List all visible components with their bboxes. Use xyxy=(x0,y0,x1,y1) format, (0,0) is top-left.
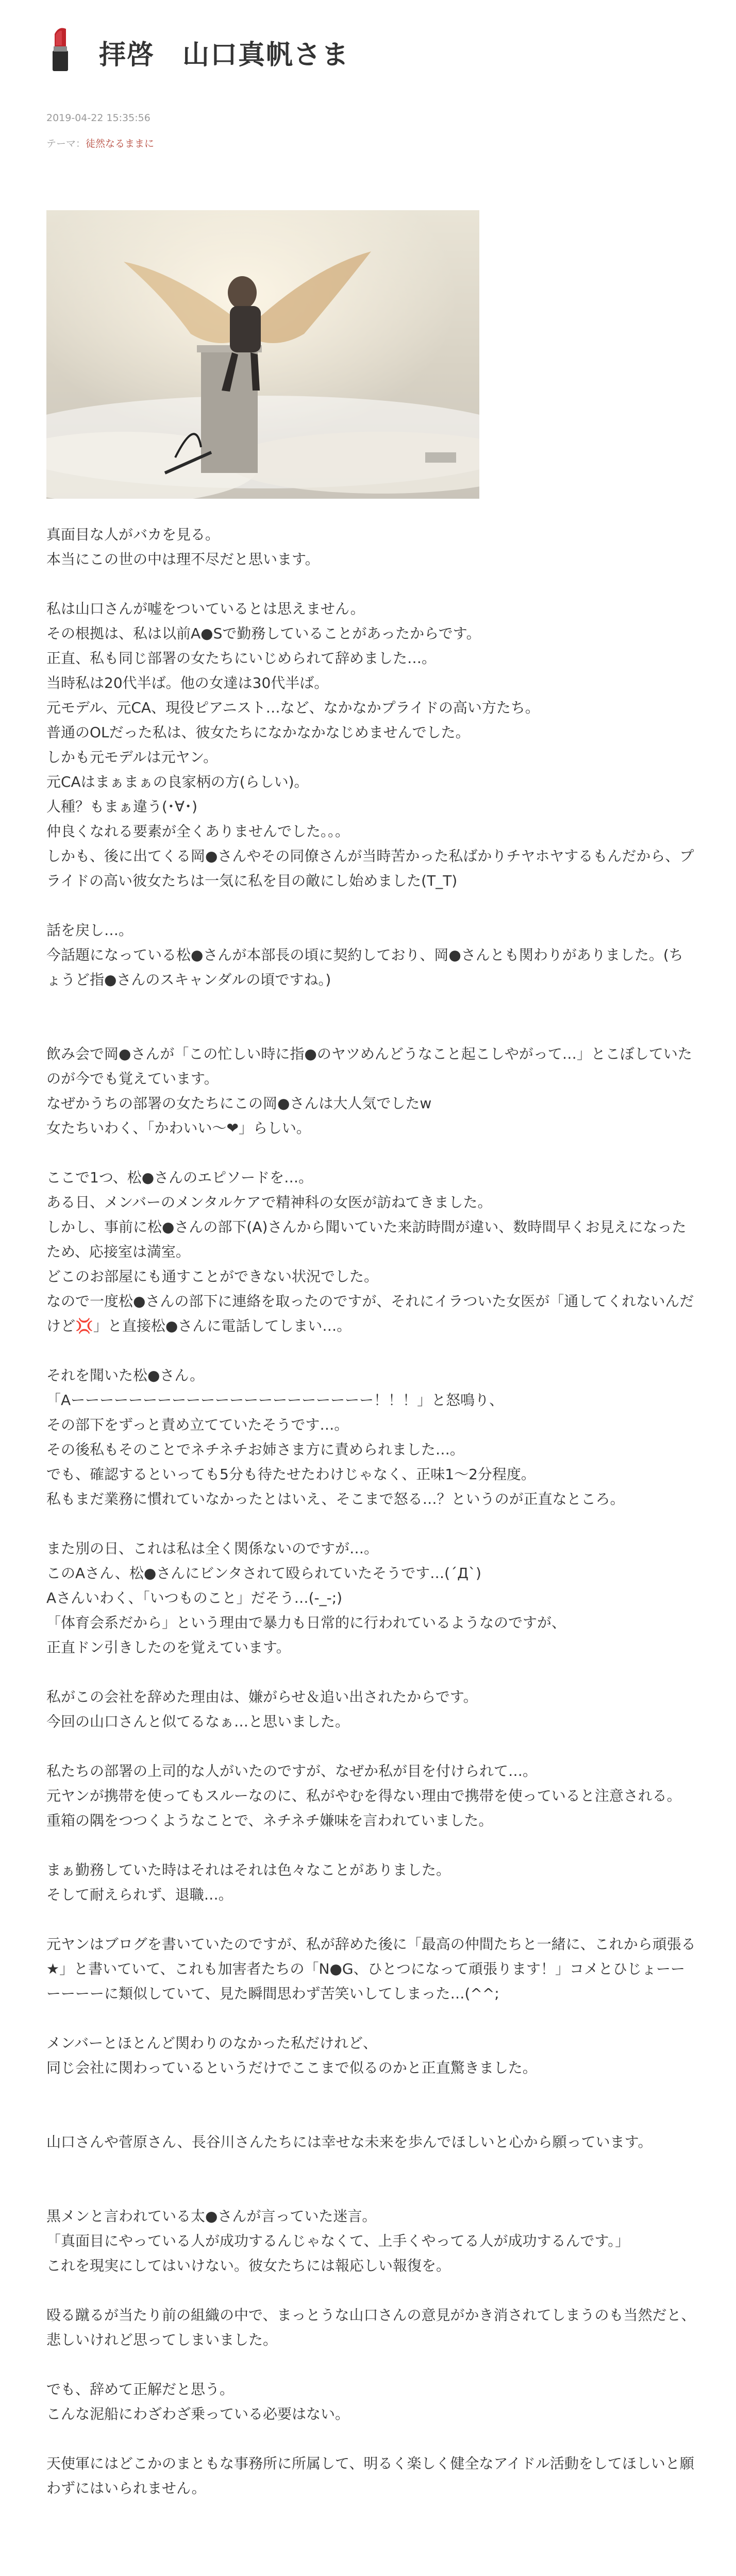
body-line: 山口さんや菅原さん、長谷川さんたちには幸せな未来を歩んでほしいと心から願っています。 xyxy=(46,2133,653,2150)
body-line: その部下をずっと責め立てていたそうです…。 xyxy=(46,1416,349,1433)
body-line: しかも元モデルは元ヤン。 xyxy=(46,749,218,766)
body-line: どこのお部屋にも通すことができない状況でした。 xyxy=(46,1268,379,1285)
body-line: 私がこの会社を辞めた理由は、嫌がらせ＆追い出されたからです。 xyxy=(46,1688,478,1705)
body-line: 元ヤンが携帯を使ってもスルーなのに、私がやむを得ない理由で携帯を使っていると注意される。 xyxy=(46,1787,681,1804)
body-line: 「真面目にやっている人が成功するんじゃなくて、上手くやってる人が成功するんです。」 xyxy=(46,2232,630,2249)
body-line: 殴る蹴るが当たり前の組織の中で、まっとうな山口さんの意見がかき消されてしまうのも当然だと、悲しいけれど思ってしまいました。 xyxy=(46,2307,696,2348)
paragraph xyxy=(46,1858,696,1907)
body-line: 天使軍にはどこかのまともな事務所に所属して、明るく楽しく健全なアイドル活動をしてほしいと願わずにはいられません。 xyxy=(46,2455,694,2497)
theme-link[interactable]: 徒然なるままに xyxy=(86,138,155,149)
body-line: 今回の山口さんと似てるなぁ…と思いました。 xyxy=(46,1713,350,1730)
paragraph xyxy=(46,2377,696,2427)
post-date: 2019-04-22 15:35:56 xyxy=(46,112,150,124)
paragraph xyxy=(46,2130,696,2155)
body-line: 「体育会系だから」という理由で暴力も日常的に行われているようなのですが、 xyxy=(46,1614,566,1631)
theme-line xyxy=(46,136,154,150)
body-line: その後私もそのことでネチネチお姉さま方に責められました…。 xyxy=(46,1441,464,1458)
paragraph xyxy=(46,1932,696,2006)
body-line: 当時私は20代半ば。他の女達は30代半ば。 xyxy=(46,674,329,691)
paragraph xyxy=(46,1042,696,1141)
body-line: 元モデル、元CA、現役ピアニスト…など、なかなかプライドの高い方たち。 xyxy=(46,699,540,716)
body-line: ここで1つ、松●さんのエピソードを…。 xyxy=(46,1169,313,1186)
paragraph xyxy=(46,597,696,893)
paragraph xyxy=(46,1759,696,1833)
paragraph xyxy=(46,2204,696,2278)
body-line: 真面目な人がバカを見る。 xyxy=(46,526,220,543)
body-line: 人種？もまぁ違う(･∀･) xyxy=(46,798,198,815)
body-line: なので一度松●さんの部下に連絡を取ったのですが、それにイラついた女医が「通してくれないんだけど💢」と直接松●さんに電話してしまい…。 xyxy=(46,1293,694,1334)
body-line: でも、確認するといっても5分も待たせたわけじゃなく、正味1〜2分程度。 xyxy=(46,1466,536,1483)
paragraph xyxy=(46,918,696,992)
body-line: 私は山口さんが嘘をついているとは思えません。 xyxy=(46,600,365,617)
article-photo xyxy=(46,210,479,499)
body-line: まぁ勤務していた時はそれはそれは色々なことがありました。 xyxy=(46,1861,451,1878)
body-line: しかし、事前に松●さんの部下(A)さんから聞いていた来訪時間が違い、数時間早くお見えになったため、応接室は満室。 xyxy=(46,1218,687,1260)
body-line: それを聞いた松●さん。 xyxy=(46,1367,205,1384)
paragraph xyxy=(46,1685,696,1734)
body-line: そして耐えられず、退職…。 xyxy=(46,1886,233,1903)
body-line: 本当にこの世の中は理不尽だと思います。 xyxy=(46,551,320,568)
body-line: 今話題になっている松●さんが本部長の頃に契約しており、岡●さんとも関わりがありました。(ちょうど指●さんのスキャンダルの頃ですね。) xyxy=(46,946,683,988)
body-line: 私たちの部署の上司的な人がいたのですが、なぜか私が目を付けられて…。 xyxy=(46,1762,538,1780)
body-line: 同じ会社に関わっているというだけでここまで似るのかと正直驚きました。 xyxy=(46,2059,537,2076)
paragraph xyxy=(46,1165,696,1338)
body-line: なぜかうちの部署の女たちにこの岡●さんは大人気でしたw xyxy=(46,1095,432,1112)
paragraph xyxy=(46,522,696,572)
paragraph xyxy=(46,1363,696,1512)
body-line: また別の日、これは私は全く関係ないのですが…。 xyxy=(46,1540,379,1557)
lipstick-icon xyxy=(43,24,79,75)
body-line: その根拠は、私は以前A●Sで勤務していることがあったからです。 xyxy=(46,625,481,642)
body-line: 「Aーーーーーーーーーーーーーーーーーーーーー！！！」と怒鳴り、 xyxy=(46,1392,504,1409)
body-line: でも、辞めて正解だと思う。 xyxy=(46,2381,235,2398)
body-line: 元CAはまぁまぁの良家柄の方(らしい)。 xyxy=(46,773,309,790)
body-line: メンバーとほとんど関わりのなかった私だけれど、 xyxy=(46,2035,378,2052)
body-line: Aさんいわく、「いつものこと」だそう…(-_-;) xyxy=(46,1589,343,1606)
body-line: 仲良くなれる要素が全くありませんでした。。。 xyxy=(46,823,350,840)
paragraph xyxy=(46,2303,696,2352)
body-line: 正直、私も同じ部署の女たちにいじめられて辞めました…。 xyxy=(46,650,437,667)
body-line: 重箱の隅をつつくようなことで、ネチネチ嫌味を言われていました。 xyxy=(46,1812,493,1829)
body-line: このAさん、松●さんにビンタされて殴られていたそうです…(´Д`) xyxy=(46,1565,481,1582)
body-line: ある日、メンバーのメンタルケアで精神科の女医が訪ねてきました。 xyxy=(46,1194,492,1211)
body-line: 話を戻し…。 xyxy=(46,922,133,939)
body-line: 私もまだ業務に慣れていなかったとはいえ、そこまで怒る…？というのが正直なところ。 xyxy=(46,1490,625,1507)
article-body xyxy=(46,522,696,2526)
page-title: 拝啓 山口真帆さま xyxy=(99,40,350,71)
paragraph xyxy=(46,2451,696,2501)
paragraph xyxy=(46,1536,696,1660)
body-line: これを現実にしてはいけない。彼女たちには報応しい報復を。 xyxy=(46,2257,451,2274)
body-line: 飲み会で岡●さんが「この忙しい時に指●のヤツめんどうなこと起こしやがって…」とこぼしていたのが今でも覚えています。 xyxy=(46,1045,692,1087)
body-line: 女たちいわく、「かわいい〜❤」らしい。 xyxy=(46,1120,311,1137)
article-header xyxy=(43,24,693,75)
body-line: 普通のOLだった私は、彼女たちになかなかなじめませんでした。 xyxy=(46,724,470,741)
theme-label: テーマ： xyxy=(46,138,86,149)
body-line: こんな泥船にわざわざ乗っている必要はない。 xyxy=(46,2405,350,2422)
body-line: しかも、後に出てくる岡●さんやその同僚さんが当時苦かった私ばかりチヤホヤするもんだから、プライドの高い彼女たちは一気に私を目の敵にし始めました(T_T) xyxy=(46,848,694,889)
body-line: 黒メンと言われている太●さんが言っていた迷言。 xyxy=(46,2208,377,2225)
paragraph xyxy=(46,2031,696,2080)
body-line: 正直ドン引きしたのを覚えています。 xyxy=(46,1639,291,1656)
body-line: 元ヤンはブログを書いていたのですが、私が辞めた後に「最高の仲間たちと一緒に、これから頑張る★」と書いていて、これも加害者たちの「N●G、ひとつになって頑張ります！」コメとひじょーーーーーーに類似していて、見た瞬間思わず苦笑いしてしまった…(^^; xyxy=(46,1936,696,2002)
